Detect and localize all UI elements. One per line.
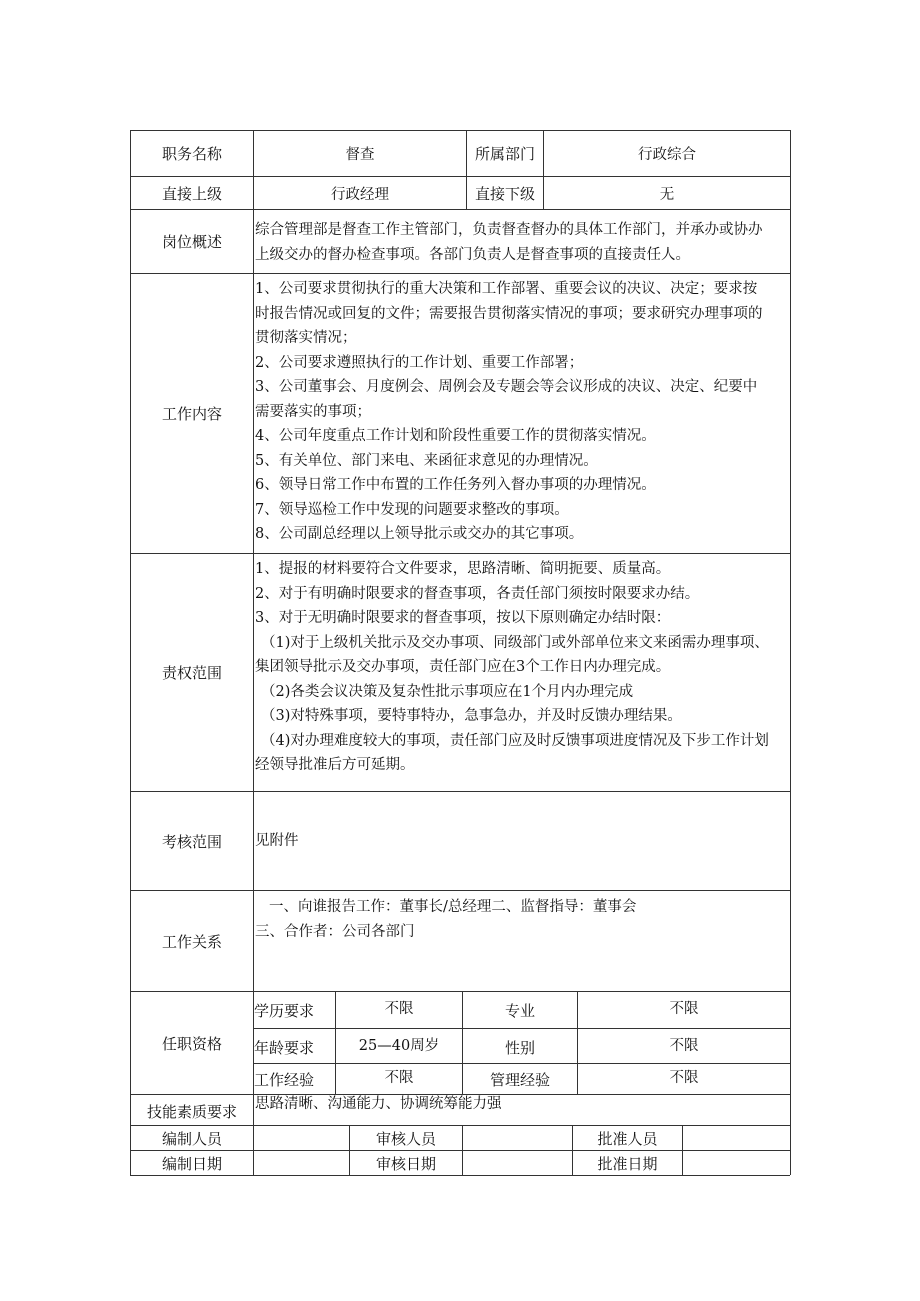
skills-label: 技能素质要求	[146, 1103, 237, 1121]
major-value: 不限	[669, 1000, 699, 1017]
list-item: 4、公司年度重点工作计划和阶段性重要工作的贯彻落实情况。	[255, 428, 656, 444]
work-experience-label: 工作经验	[254, 1070, 315, 1089]
major-label: 专业	[504, 1001, 535, 1020]
list-item: 需要落实的事项；	[255, 403, 371, 420]
review-date-field[interactable]	[463, 1151, 572, 1175]
compile-date-label: 编制日期	[161, 1154, 222, 1173]
list-item: 7、领导巡检工作中发现的问题要求整改的事项。	[255, 501, 569, 518]
approve-date-field[interactable]	[683, 1151, 790, 1175]
list-item: 集团领导批示及交办事项，责任部门应在3个工作日内办理完成。	[255, 659, 671, 675]
job-title-value: 督查	[345, 147, 375, 163]
department-label: 所属部门	[474, 145, 535, 163]
list-item: 5、有关单位、部门来电、来函征求意见的办理情况。	[255, 452, 598, 469]
work-experience-value: 不限	[384, 1069, 414, 1086]
gender-value: 不限	[669, 1037, 699, 1054]
education-label: 学历要求	[254, 1001, 315, 1020]
education-value: 不限	[384, 1000, 414, 1017]
list-item: 3、公司董事会、月度例会、周例会及专题会等会议形成的决议、决定、纪要中	[255, 379, 758, 395]
management-experience-value: 不限	[669, 1069, 699, 1086]
reviewer-field[interactable]	[463, 1126, 572, 1150]
compile-date-field[interactable]	[254, 1151, 349, 1175]
reviewer-label: 审核人员	[375, 1129, 436, 1148]
work-content-list	[255, 277, 763, 547]
skills-value: 思路清晰、沟通能力、协调统筹能力强	[255, 1096, 502, 1112]
list-item: 贯彻落实情况；	[255, 330, 357, 346]
subordinate-label: 直接下级	[474, 184, 535, 203]
list-item: 时报告情况或回复的文件；需要报告贯彻落实情况的事项；要求研究办理事项的	[255, 305, 763, 322]
compiler-field[interactable]	[254, 1126, 349, 1150]
age-label: 年龄要求	[254, 1038, 315, 1057]
assessment-label: 考核范围	[161, 832, 222, 851]
authority-list	[255, 557, 769, 778]
list-item: （1)对于上级机关批示及交办事项、同级部门或外部单位来文来函需办理事项、	[261, 634, 769, 651]
list-item: 3、对于无明确时限要求的督查事项，按以下原则确定办结时限：	[255, 610, 671, 626]
list-item: （3)对特殊事项，要特事特办，急事急办，并及时反馈办理结果。	[261, 708, 682, 724]
approver-field[interactable]	[683, 1126, 790, 1150]
qualifications-label: 任职资格	[161, 1034, 222, 1053]
overview-text: 综合管理部是督查工作主管部门，负责督查督办的具体工作部门，并承办或协办 上级交办的督办检查事项。各部门负责人是督查事项的直接责任人。	[255, 222, 763, 263]
gender-label: 性别	[504, 1038, 535, 1057]
list-item: 经领导批准后方可延期。	[255, 757, 415, 773]
age-value: 25—40周岁	[358, 1037, 440, 1054]
list-item: 2、公司要求遵照执行的工作计划、重要工作部署；	[255, 354, 584, 371]
work-content-label: 工作内容	[161, 405, 222, 423]
subordinate-value: 无	[659, 186, 675, 203]
list-item: （2)各类会议决策及复杂性批示事项应在1个月内办理完成	[261, 683, 634, 700]
list-item: （4)对办理难度较大的事项，责任部门应及时反馈事项进度情况及下步工作计划	[261, 732, 769, 749]
list-item: 1、公司要求贯彻执行的重大决策和工作部署、重要会议的决议、决定；要求按	[255, 281, 758, 297]
compiler-label: 编制人员	[161, 1129, 222, 1148]
relations-text: 一、向谁报告工作：董事长/总经理二、监督指导：董事会 三、合作者：公司各部门	[255, 899, 637, 940]
list-item: 1、提报的材料要符合文件要求，思路清晰、简明扼要、质量高。	[255, 561, 671, 577]
superior-value: 行政经理	[331, 186, 389, 203]
list-item: 2、对于有明确时限要求的督查事项，各责任部门须按时限要求办结。	[255, 585, 700, 602]
approve-date-label: 批准日期	[597, 1154, 658, 1173]
approver-label: 批准人员	[597, 1129, 658, 1148]
authority-label: 责权范围	[161, 664, 222, 682]
list-item: 8、公司副总经理以上领导批示或交办的其它事项。	[255, 526, 584, 542]
relations-label: 工作关系	[161, 932, 222, 951]
department-value: 行政综合	[638, 147, 696, 163]
review-date-label: 审核日期	[375, 1154, 436, 1173]
management-experience-label: 管理经验	[489, 1070, 550, 1089]
superior-label: 直接上级	[161, 184, 222, 203]
overview-label: 岗位概述	[161, 233, 222, 251]
list-item: 6、领导日常工作中布置的工作任务列入督办事项的办理情况。	[255, 477, 656, 493]
assessment-value: 见附件	[255, 833, 299, 849]
job-title-label: 职务名称	[161, 145, 222, 163]
